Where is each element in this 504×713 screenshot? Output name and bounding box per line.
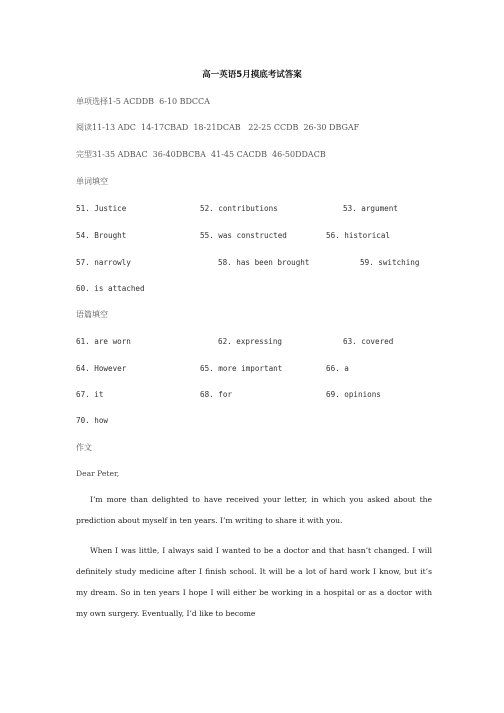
- essay-greeting: Dear Peter,: [76, 469, 120, 478]
- passage-fill-item: 63. covered: [343, 337, 394, 346]
- word-fill-item: 54. Brought: [76, 231, 127, 240]
- passage-fill-item: 70. how: [76, 416, 109, 425]
- passage-fill-item: 69. opinions: [326, 390, 381, 399]
- passage-fill-item: 68. for: [200, 390, 233, 399]
- essay-heading: 作文: [76, 443, 92, 452]
- word-fill-item: 58. has been brought: [218, 258, 310, 267]
- word-fill-item: 55. was constructed: [200, 231, 287, 240]
- cloze-answers: 完型31-35 ADBAC 36-40DBCBA 41-45 CACDB 46-50DDACB: [76, 150, 326, 159]
- word-fill-item: 56. historical: [326, 231, 391, 240]
- passage-fill-item: 62. expressing: [218, 337, 283, 346]
- word-fill-item: 53. argument: [343, 204, 398, 213]
- single-choice-answers: 单项选择1-5 ACDDB 6-10 BDCCA: [76, 97, 210, 106]
- word-fill-item: 57. narrowly: [76, 258, 131, 267]
- word-fill-item: 59. switching: [360, 258, 420, 267]
- word-fill-item: 52. contributions: [200, 204, 278, 213]
- passage-fill-heading: 语篇填空: [76, 310, 108, 319]
- essay-paragraph-2-text: When I was little, I always said I wanted to be a doctor and that hasn’t changed. I will definitely study medicine after I finish school. It will be a lot of hard work I know, but it’s my dream. So in ten years I hope I will either be working in a hospital or as a doctor with my own surgery. Eventually, I’d like to become: [76, 546, 432, 618]
- essay-paragraph-1: [76, 489, 432, 531]
- passage-fill-item: 67. it: [76, 390, 104, 399]
- word-fill-item: 60. is attached: [76, 284, 145, 293]
- word-fill-item: 51. Justice: [76, 204, 127, 213]
- passage-fill-item: 65. more important: [200, 364, 283, 373]
- page-title: 高一英语5月摸底考试答案: [202, 70, 302, 80]
- passage-fill-item: 66. a: [326, 364, 349, 373]
- passage-fill-item: 64. However: [76, 364, 127, 373]
- essay-paragraph-1-text: I’m more than delighted to have received your letter, in which you asked about the prediction about myself in ten years. I’m writing to share it with you.: [76, 495, 432, 525]
- word-fill-heading: 单词填空: [76, 177, 108, 186]
- passage-fill-item: 61. are worn: [76, 337, 131, 346]
- essay-paragraph-2: [76, 540, 432, 624]
- reading-answers: 阅读11-13 ADC 14-17CBAD 18-21DCAB 22-25 CCDB 26-30 DBGAF: [76, 123, 360, 132]
